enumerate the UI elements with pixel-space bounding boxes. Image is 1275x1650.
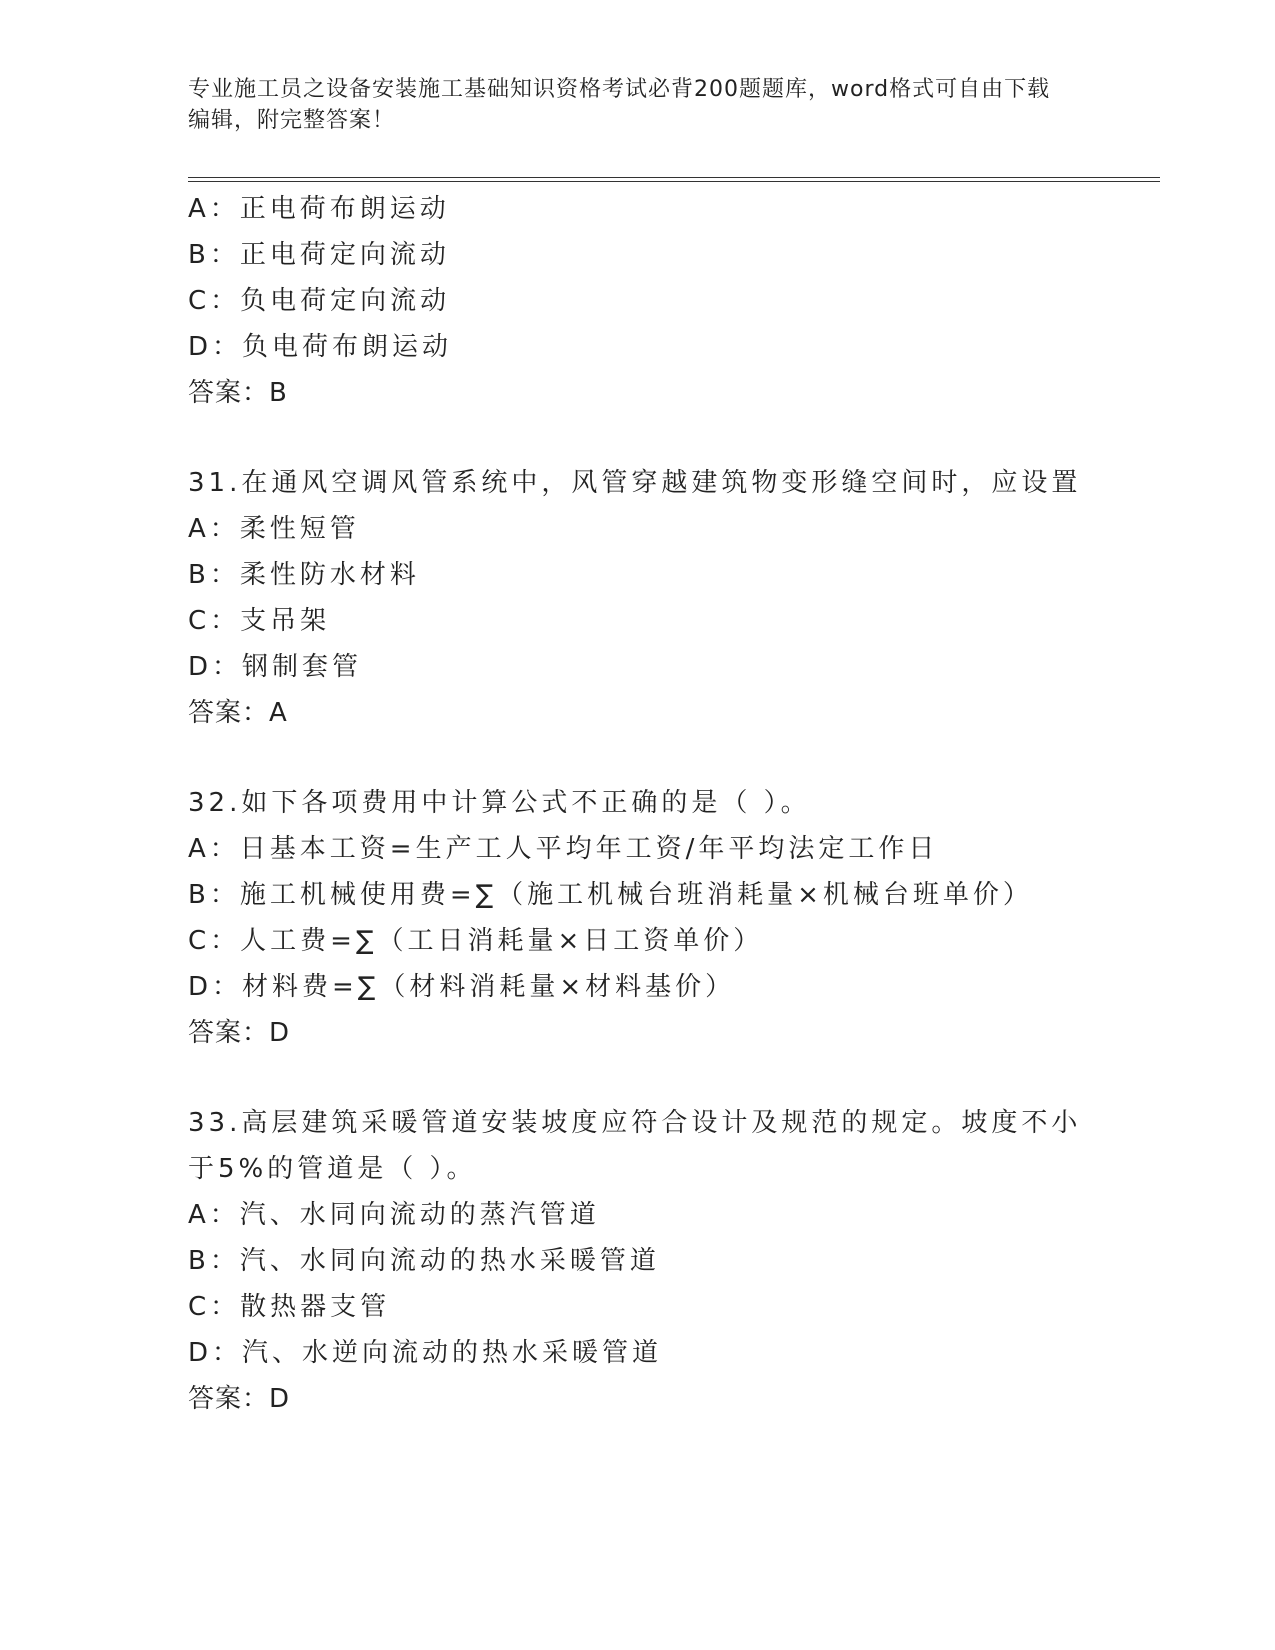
option-c: C：负电荷定向流动	[188, 286, 451, 316]
question-title: 33.高层建筑采暖管道安装坡度应符合设计及规范的规定。坡度不小于5%的管道是（ ）。	[188, 1108, 1082, 1184]
answer: 答案：A	[188, 698, 288, 728]
answer: 答案：B	[188, 378, 288, 408]
question-title: 32.如下各项费用中计算公式不正确的是（ ）。	[188, 788, 811, 818]
question-32	[188, 780, 1088, 1056]
question-31	[188, 460, 1088, 736]
option-c: C：支吊架	[188, 606, 331, 636]
question-title: 31.在通风空调风管系统中，风管穿越建筑物变形缝空间时，应设置	[188, 468, 1082, 498]
option-d: D：汽、水逆向流动的热水采暖管道	[188, 1338, 663, 1368]
option-c: C：散热器支管	[188, 1292, 391, 1322]
option-a: A：正电荷布朗运动	[188, 194, 450, 224]
option-d: D：负电荷布朗运动	[188, 332, 453, 362]
header-divider-top	[188, 177, 1160, 178]
option-b: B：汽、水同向流动的热水采暖管道	[188, 1246, 660, 1276]
option-b: B：正电荷定向流动	[188, 240, 450, 270]
option-c: C：人工费=∑（工日消耗量×日工资单价）	[188, 926, 764, 956]
option-a: A：柔性短管	[188, 514, 360, 544]
option-a: A：日基本工资=生产工人平均年工资/年平均法定工作日	[188, 834, 939, 864]
question-33	[188, 1100, 1088, 1422]
document-header: 专业施工员之设备安装施工基础知识资格考试必背200题题库，word格式可自由下载编辑，附完整答案！	[188, 77, 1051, 133]
option-b: B：柔性防水材料	[188, 560, 420, 590]
option-b: B：施工机械使用费=∑（施工机械台班消耗量×机械台班单价）	[188, 880, 1033, 910]
header-divider-bottom	[188, 181, 1160, 182]
question-list	[188, 186, 1088, 1422]
option-d: D：材料费=∑（材料消耗量×材料基价）	[188, 972, 736, 1002]
option-a: A：汽、水同向流动的蒸汽管道	[188, 1200, 600, 1230]
answer: 答案：D	[188, 1018, 291, 1048]
answer: 答案：D	[188, 1384, 291, 1414]
option-d: D：钢制套管	[188, 652, 363, 682]
question-30	[188, 186, 1088, 416]
